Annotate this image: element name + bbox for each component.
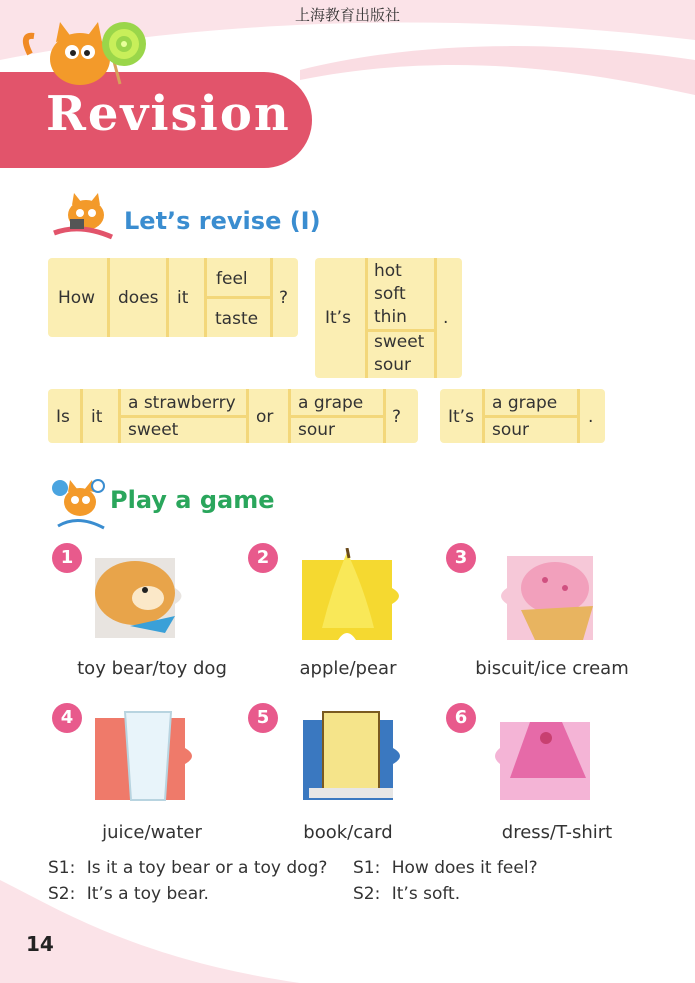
- word-taste: taste: [215, 309, 259, 329]
- item-number-5: 5: [248, 703, 278, 733]
- divider: [246, 389, 249, 443]
- page-number: 14: [26, 932, 54, 956]
- toy-bear-puzzle-icon: [80, 548, 190, 643]
- adj-sour: sour: [374, 355, 412, 375]
- period: .: [443, 308, 449, 328]
- question-mark: ?: [279, 288, 289, 308]
- divider: [207, 296, 271, 299]
- ice-cream-puzzle-icon: [495, 548, 605, 643]
- divider: [577, 389, 580, 443]
- pattern-table-its-answer: [440, 389, 605, 443]
- question-mark: ?: [392, 407, 402, 427]
- divider: [107, 258, 110, 337]
- caption-apple-pear: apple/pear: [299, 658, 397, 679]
- speaker-label: S2:: [48, 884, 76, 904]
- divider: [80, 389, 83, 443]
- divider: [166, 258, 169, 337]
- glass-puzzle-icon: [95, 708, 205, 803]
- caption-toy-bear-dog: toy bear/toy dog: [77, 658, 227, 679]
- divider: [121, 415, 246, 418]
- item-number-2: 2: [248, 543, 278, 573]
- word-it: it: [177, 288, 189, 308]
- word-how: How: [58, 288, 96, 308]
- option-strawberry: a strawberry: [128, 393, 236, 413]
- option-sweet: sweet: [128, 420, 179, 440]
- word-or: or: [256, 407, 274, 427]
- page-title: Revision 1: [46, 86, 345, 142]
- cat-lollipop-icon: [20, 14, 150, 86]
- divider: [485, 415, 577, 418]
- book-puzzle-icon: [295, 708, 405, 803]
- word-its: It’s: [325, 308, 351, 328]
- word-it: it: [91, 407, 103, 427]
- option-sour: sour: [298, 420, 336, 440]
- pear-puzzle-icon: [292, 548, 402, 643]
- section-title-revise: Let’s revise (I): [124, 207, 321, 235]
- caption-biscuit-ice-cream: biscuit/ice cream: [475, 658, 629, 679]
- adj-thin: thin: [374, 307, 407, 327]
- caption-dress-tshirt: dress/T-shirt: [501, 822, 613, 843]
- dialog-line: [353, 884, 460, 904]
- dialog-text: It’s soft.: [391, 884, 461, 904]
- divider: [291, 415, 383, 418]
- divider: [270, 258, 273, 337]
- dialog-line: [353, 858, 538, 878]
- word-its: It’s: [448, 407, 474, 427]
- dialog-text: Is it a toy bear or a toy dog?: [86, 858, 328, 878]
- dialog-text: How does it feel?: [391, 858, 538, 878]
- item-number-1: 1: [52, 543, 82, 573]
- option-grape: a grape: [298, 393, 364, 413]
- answer-grape: a grape: [492, 393, 558, 413]
- adj-soft: soft: [374, 284, 406, 304]
- dialog-line: [48, 858, 327, 878]
- item-number-3: 3: [446, 543, 476, 573]
- answer-sour: sour: [492, 420, 530, 440]
- speaker-label: S1:: [353, 858, 381, 878]
- publisher-name: 上海教育出版社: [294, 6, 400, 24]
- pattern-table-is-it-or: [48, 389, 418, 443]
- item-number-6: 6: [446, 703, 476, 733]
- cat-playing-icon: [48, 476, 110, 534]
- speaker-label: S1:: [48, 858, 76, 878]
- word-does: does: [118, 288, 159, 308]
- word-is: Is: [56, 407, 70, 427]
- dialog-text: It’s a toy bear.: [86, 884, 209, 904]
- pattern-table-how-does-it: [48, 258, 298, 337]
- divider: [383, 389, 386, 443]
- divider: [365, 258, 368, 378]
- dialog-line: [48, 884, 209, 904]
- dress-puzzle-icon: [490, 708, 600, 803]
- pattern-table-its-adjective: [315, 258, 462, 378]
- period: .: [588, 407, 594, 427]
- adj-sweet: sweet: [374, 332, 425, 352]
- section-title-game: Play a game: [110, 486, 275, 514]
- divider: [434, 258, 437, 378]
- speaker-label: S2:: [353, 884, 381, 904]
- caption-book-card: book/card: [303, 822, 393, 843]
- item-number-4: 4: [52, 703, 82, 733]
- caption-juice-water: juice/water: [102, 822, 202, 843]
- cat-reading-icon: [50, 193, 118, 241]
- adj-hot: hot: [374, 261, 402, 281]
- word-feel: feel: [216, 269, 248, 289]
